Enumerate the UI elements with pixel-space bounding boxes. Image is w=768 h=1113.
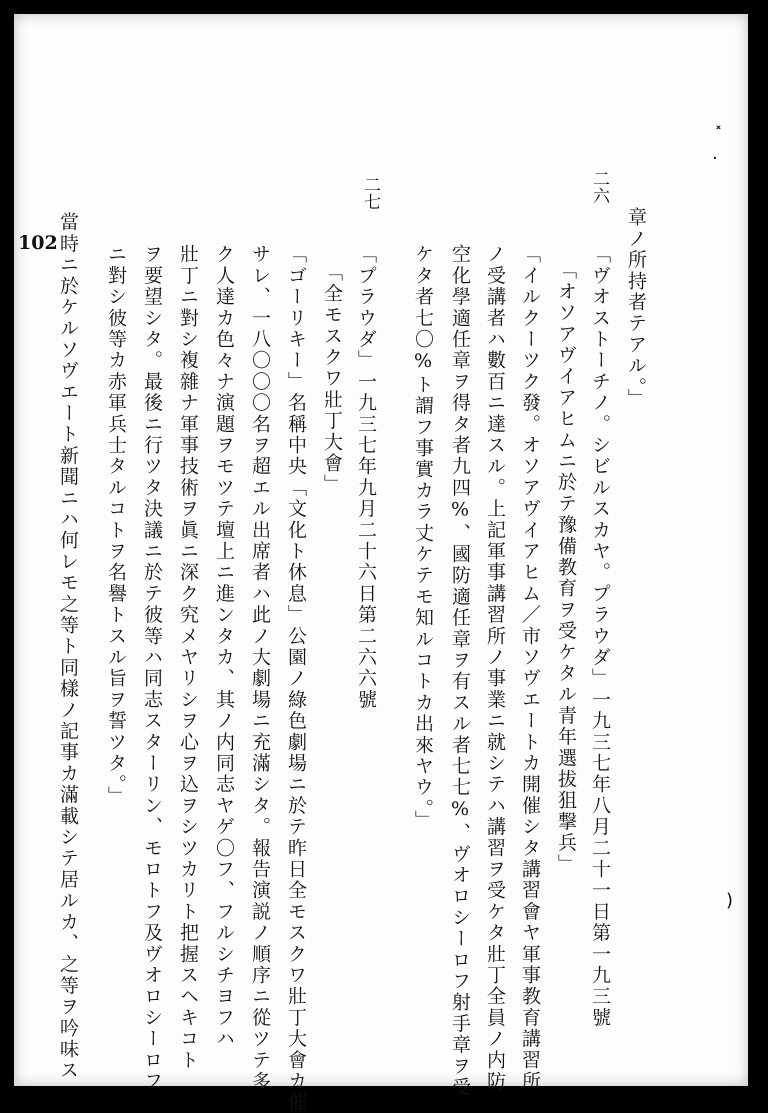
text-column: ヲ要望シタ。最後ニ行ツタ決議ニ於テ彼等ハ同志スターリン、モロトフ及ヴオロシーロフ (141, 244, 163, 1092)
text-column: 「ゴーリキー」名稱中央「文化ト休息」公園ノ綠色劇場ニ於テ昨日全モスクワ壯丁大會カ催 (285, 244, 307, 1113)
text-column: 「ヴオストーチノ。シビルスカヤ。プラウダ」一九三七年八月二十一日第一九三號 (589, 244, 611, 1029)
text-column: 「プラウダ」一九三七年九月二十六日第二六六號 (355, 244, 377, 711)
text-column: ノ受講者ハ數百ニ達スル。上記軍事講習所ノ事業ニ就シテハ講習ヲ受ケタ壯丁全員ノ内防 (484, 244, 506, 1092)
text-column: 空化學適任章ヲ得タ者九四%、國防適任章ヲ有スル者七七%、ヴオロシーロフ射手章ヲ受 (449, 244, 471, 1098)
text-column: 章ノ所持者テアル。」 (625, 207, 647, 410)
text-column: 「オソアヴイアヒムニ於テ豫備教育ヲ受ケタル青年選拔狙撃兵」 (555, 260, 577, 875)
text-column: 當時ニ於ケルソヴエート新聞ニハ何レモ之等ト同樣ノ記事カ滿載シテ居ルカ、之等ヲ吟味ス (57, 212, 79, 1082)
edge-mark: · (712, 148, 718, 169)
text-column: 壯丁ニ對シ複雜ナ軍事技術ヲ眞ニ深ク究メヤリシヲ心ヲ込ヲシツカリト把握スヘキコト (177, 244, 199, 1071)
edge-mark: ) (726, 890, 734, 911)
section-mark-27: 二七 (360, 176, 380, 210)
text-column: 「イルクーツク發。オソアヴイアヒム／市ソヴエートカ開催シタ講習會ヤ軍事教育講習所 (519, 244, 541, 1092)
section-mark-26: 二六 (589, 170, 609, 204)
text-column: ク人達カ色々ナ演題ヲモツテ壇上ニ進ンタカ、其ノ内同志ヤゲ〇フ、フルシチヨフハ (213, 244, 235, 1050)
page-number: 102 (18, 232, 58, 254)
text-column: サレ、一八〇〇〇名ヲ超エル出席者ハ此ノ大劇場ニ充滿シタ。報告演説ノ順序ニ從ツテ多 (249, 244, 271, 1093)
text-column: ケタ者七〇%ト謂フ事實カラ丈ケテモ知ルコトカ出來ヤウ。」 (412, 244, 434, 832)
text-column: 「全モスクワ壯丁大會」 (321, 262, 343, 496)
edge-mark: ˟ (714, 124, 723, 145)
text-column: ニ對シ彼等カ赤軍兵士タルコトヲ名譽トスル旨ヲ誓ツタ。」 (105, 244, 127, 807)
